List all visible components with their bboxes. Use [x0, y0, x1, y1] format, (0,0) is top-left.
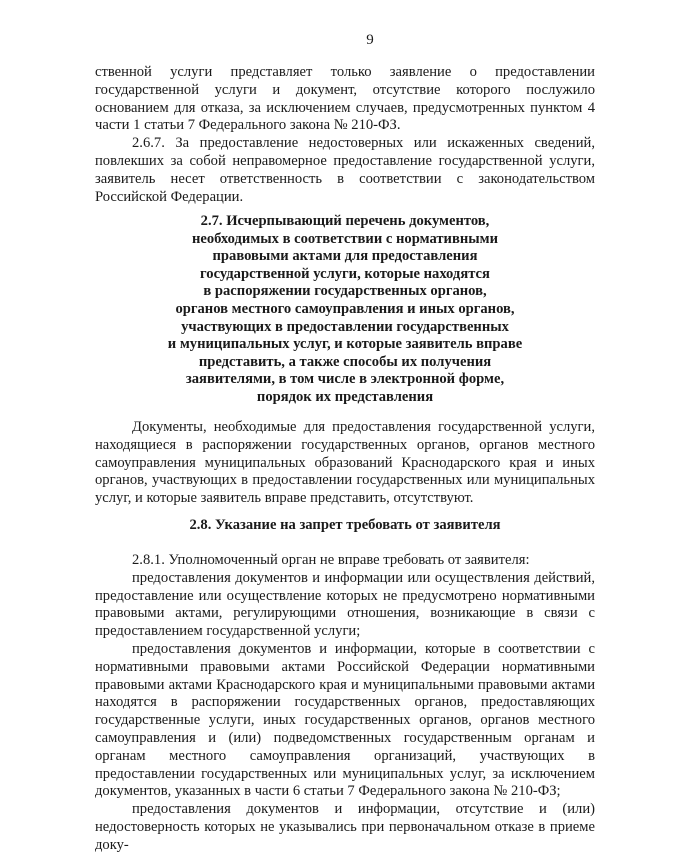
heading-line: представить, а также способы их получения: [198, 353, 492, 370]
list-item: предоставления документов и информации, отсутствие и (или) недостоверность которых не указывались при первоначальном отказе в приеме доку-: [95, 801, 595, 853]
heading-line: и муниципальных услуг, и которые заявитель вправе: [167, 336, 523, 353]
list-item: предоставления документов и информации, которые в соответствии с нормативными правовыми актами Российской Федерации нормативными правовыми актами Краснодарского края и муниципальными правовыми актами находятся в распоряжении государственных органов, предоставляющих государственные услуги, иных государственных органов, органов местного самоуправления и (или) подведомственных государственным органам и органам местного самоуправления организаций, участвующих в предоставлении государственных или муниципальных услуг, за исключением документов, указанных в части 6 статьи 7 Федерального закона № 210-ФЗ;: [95, 640, 595, 800]
heading-line: необходимых в соответствии с нормативными: [192, 230, 498, 247]
heading-line: правовыми актами для предоставления: [212, 248, 478, 265]
heading-line: заявителями, в том числе в электронной форме,: [185, 371, 505, 388]
heading-line: государственной услуги, которые находятся: [200, 265, 490, 282]
heading-line: участвующих в предоставлении государственных: [181, 318, 509, 335]
list-item: предоставления документов и информации или осуществления действий, предоставление или осуществление которых не предусмотрено нормативными правовыми актами, регулирующими отношения, возникающие в связи с предоставлением государственной услуги;: [95, 569, 595, 640]
section-2-7-body-block: [95, 419, 595, 508]
heading-line: органов местного самоуправления и иных органов,: [175, 300, 515, 317]
paragraph-continuation: ственной услуги представляет только заявление о предоставлении государственной услуги и документ, отсутствие которого послужило основанием для отказа, за исключением случаев, предусмотренных пунктом 4 части 1 статьи 7 Федерального закона № 210-ФЗ.: [95, 64, 595, 134]
paragraph-2-6-7: 2.6.7. За предоставление недостоверных или искаженных сведений, повлекших за собой неправомерное предоставление государственной услуги, заявитель несет ответственность в соответствии с законодательством Российской Федерации.: [95, 135, 595, 205]
section-2-8-heading: [95, 517, 595, 535]
heading-line: 2.7. Исчерпывающий перечень документов,: [200, 213, 490, 229]
page-number: 9: [366, 32, 374, 48]
top-paragraph-block: [95, 64, 595, 206]
section-2-7-heading: [95, 213, 595, 407]
section-2-8-body-block: [95, 552, 595, 855]
heading-line: порядок их представления: [256, 388, 434, 405]
heading-line: в распоряжении государственных органов,: [203, 283, 487, 300]
heading-line: 2.8. Указание на запрет требовать от заявителя: [189, 517, 501, 533]
paragraph-2-8-1: 2.8.1. Уполномоченный орган не вправе требовать от заявителя:: [132, 552, 530, 568]
section-2-7-body: Документы, необходимые для предоставления государственной услуги, находящиеся в распоряжении государственных органов, органов местного самоуправления муниципальных образований Краснодарского края и иных органов, участвующих в предоставлении государственных или муниципальных услуг, и которые заявитель вправе представить, отсутствуют.: [95, 419, 595, 507]
